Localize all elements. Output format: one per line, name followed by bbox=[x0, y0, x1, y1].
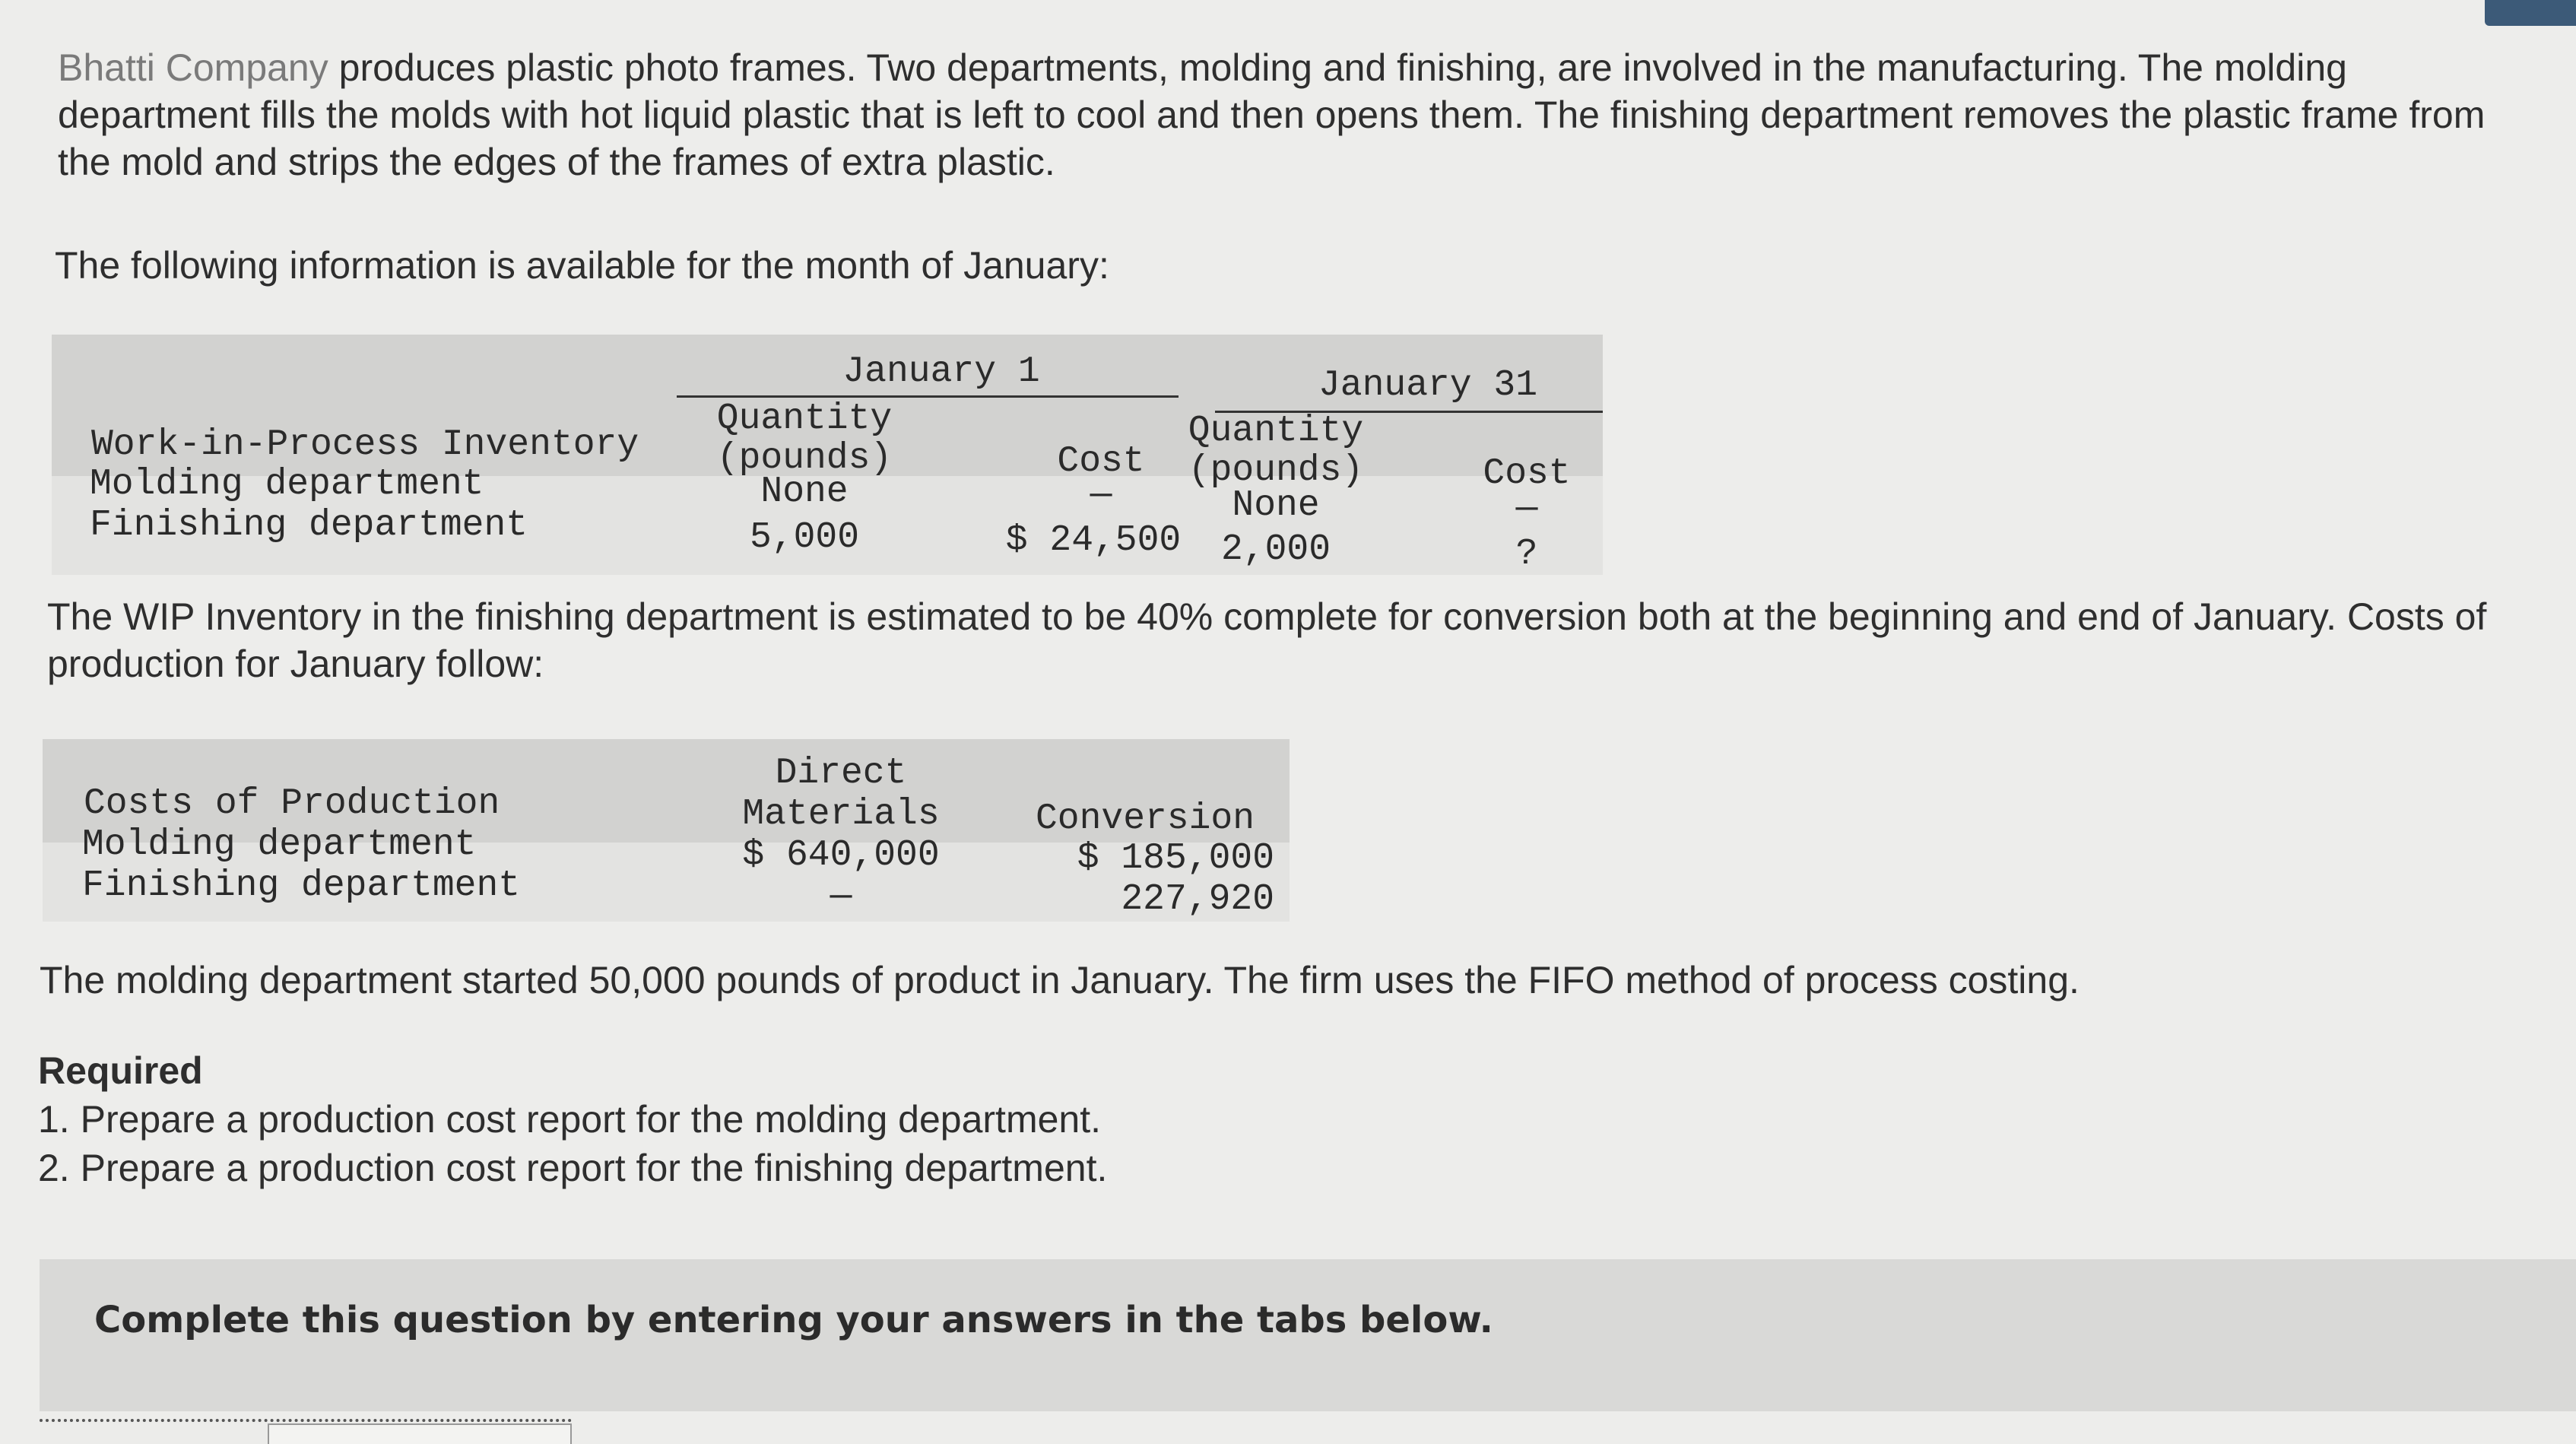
answer-panel bbox=[40, 1259, 2576, 1411]
info-line: The following information is available for the month of January: bbox=[55, 244, 1109, 287]
jan1-header: January 1 bbox=[842, 351, 1040, 392]
jan31-cost-header: Cost bbox=[1483, 453, 1571, 494]
finishing-jan1-cost: $ 24,500 bbox=[1005, 520, 1182, 561]
intro-text: produces plastic photo frames. Two departments, molding and finishing, are involved in the manufacturing. The molding department fills the molds with hot liquid plastic that is left to cool and then opens them. The finishing department removes the plastic frame from the mold and strips the edges of the frames of extra plastic. bbox=[58, 46, 2486, 183]
finishing-label: Finishing department bbox=[90, 505, 528, 546]
company-name: Bhatti Company bbox=[58, 46, 328, 89]
answer-instruction: Complete this question by entering your answers in the tabs below. bbox=[94, 1299, 1493, 1341]
corner-tab[interactable] bbox=[2485, 0, 2576, 26]
cost-finishing-dm: — bbox=[830, 876, 852, 917]
jan31-qty-header-2: (pounds) bbox=[1188, 450, 1364, 491]
jan1-qty-header-1: Quantity bbox=[716, 398, 893, 440]
costs-of-production-table bbox=[43, 739, 1290, 922]
dm-header-1: Direct bbox=[775, 753, 907, 794]
molding-jan1-cost: — bbox=[1090, 474, 1112, 516]
finishing-jan1-qty: 5,000 bbox=[749, 517, 860, 558]
molding-jan31-qty: None bbox=[1232, 485, 1320, 526]
jan31-header: January 31 bbox=[1318, 365, 1538, 406]
required-heading: Required bbox=[38, 1049, 203, 1092]
jan31-qty-header-1: Quantity bbox=[1188, 411, 1364, 452]
required-item: 2. Prepare a production cost report for the finishing department. bbox=[38, 1147, 1108, 1189]
cost-molding-dm: $ 640,000 bbox=[742, 835, 940, 876]
answer-tab[interactable] bbox=[268, 1423, 572, 1444]
finishing-jan31-qty: 2,000 bbox=[1220, 529, 1331, 570]
jan1-qty-header-2: (pounds) bbox=[716, 438, 893, 479]
jan1-cost-header: Cost bbox=[1057, 441, 1145, 482]
started-line: The molding department started 50,000 pounds of product in January. The firm uses the FIFO method of process costing. bbox=[40, 959, 2080, 1001]
cost-finishing-label: Finishing department bbox=[82, 865, 521, 906]
wip-inventory-table bbox=[52, 335, 1603, 575]
molding-jan1-qty: None bbox=[760, 471, 849, 513]
intro-paragraph bbox=[58, 44, 2498, 186]
cost-molding-label: Molding department bbox=[82, 824, 477, 865]
wip-note: The WIP Inventory in the finishing department is estimated to be 40% complete for conversion both at the beginning and end of January. Costs of production for January follow: bbox=[47, 595, 2487, 685]
conversion-header: Conversion bbox=[1035, 798, 1255, 839]
jan1-rule bbox=[677, 395, 1179, 398]
cost-finishing-conversion: 227,920 bbox=[1121, 879, 1274, 920]
wip-row-header: Work-in-Process Inventory bbox=[91, 424, 639, 465]
required-section bbox=[38, 1046, 1107, 1192]
dm-header-2: Materials bbox=[742, 794, 940, 835]
finishing-jan31-cost: ? bbox=[1515, 534, 1538, 575]
cost-row-header: Costs of Production bbox=[84, 783, 500, 824]
required-item: 1. Prepare a production cost report for the molding department. bbox=[38, 1098, 1101, 1141]
molding-jan31-cost: — bbox=[1515, 488, 1538, 529]
cost-molding-conversion: $ 185,000 bbox=[1077, 838, 1274, 879]
molding-label: Molding department bbox=[90, 464, 484, 505]
